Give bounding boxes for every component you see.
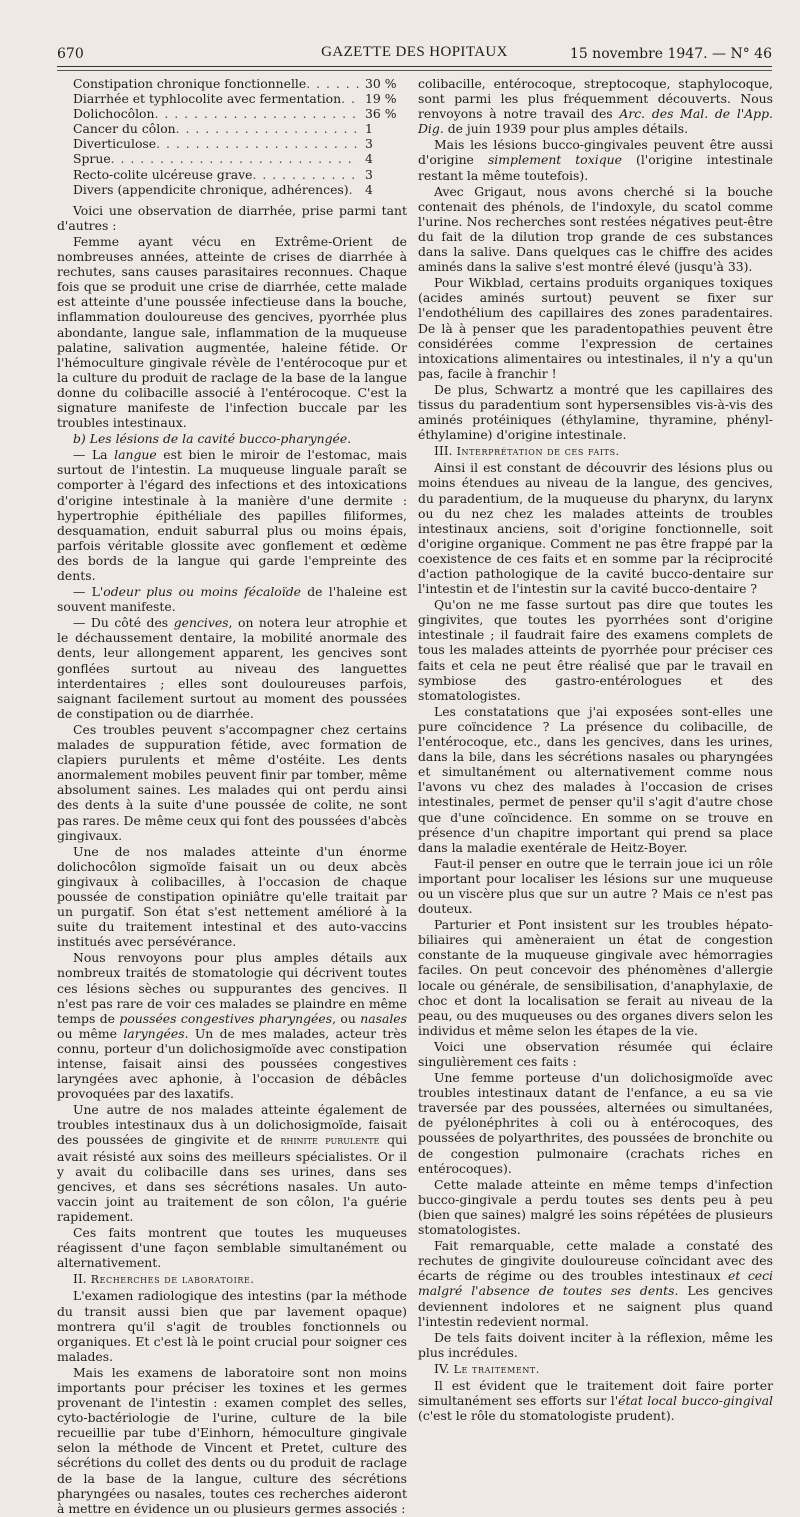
issue-info: 15 novembre 1947. — N° 46: [569, 46, 772, 62]
stat-row: Recto-colite ulcéreuse grave . . . 3: [73, 167, 407, 182]
stat-row: Constipation chronique fonctionnelle . . . 30 %: [73, 76, 407, 91]
section-heading: IV. Le traitement.: [434, 1360, 540, 1376]
paragraph: Femme ayant vécu en Extrême-Orient de nombreuses années, atteinte de crises de diarrhée à rechutes, sans causes parasitaires reconnues. Chaque fois que se produit une crise de diarrhée, cette malade est atteinte d'une poussée infectieuse dans la bouche, inflammation douloureuse des gencives, pyorrhée plus abondante, langue sale, inflammation de la muqueuse palatine, salivation augmentée, haleine fétide. Or l'hémoculture gingivale révèle de l'entérocoque pur et la culture du produit de raclage de la base de la langue donne du colibacille associé à l'entérocoque. C'est la signature manifeste de l'infection buccale par les troubles intestinaux.: [57, 233, 407, 431]
paragraph: Pour Wikblad, certains produits organiques toxiques (acides aminés surtout) peuvent se fixer sur l'endothélium des capillaires des zones paradentaires. De là à penser que les paradentopathies peuvent être considérées comme l'expression de certaines intoxications alimentaires ou intestinales, il n'y a qu'un pas, facile à franchir !: [418, 275, 773, 381]
stat-row: Sprue . . . 4: [73, 151, 407, 166]
paragraph: Faut-il penser en outre que le terrain joue ici un rôle important pour localiser les lésions sur une muqueuse ou un viscère plus que sur un autre ? Mais ce n'est pas douteux.: [418, 855, 773, 917]
stat-row: Dolichocôlon . . . 36 %: [73, 106, 407, 121]
subsection-heading: b) Les lésions de la cavité bucco-pharyngée.: [73, 431, 352, 447]
paragraph: Mais les lésions bucco-gingivales peuvent être aussi d'origine simplement toxique (l'origine intestinale restant la même toutefois).: [418, 137, 773, 183]
paragraph: Une femme porteuse d'un dolichosigmoïde avec troubles intestinaux datant de l'enfance, a eu sa vie traversée par des poussées, alternées ou simultanées, de pyélonéphrites à coli ou à entérocoques, des poussées de polyarthrites, des poussées de bronchite ou de congestion pulmonaire (crachats riches en entérocoques).: [418, 1070, 773, 1176]
paragraph: L'examen radiologique des intestins (par la méthode du transit aussi bien que par lavement opaque) montrera qu'il s'agit de troubles fonctionnels ou organiques. Et c'est là le point crucial pour soigner ces malades.: [57, 1288, 407, 1364]
section-heading: II. Recherches de laboratoire.: [73, 1271, 255, 1287]
paragraph: Une autre de nos malades atteinte également de troubles intestinaux dus à un dolichosigmoïde, faisait des poussées de gingivite et de rhinite purulente qui avait résisté aux soins des meilleurs spécialistes. Or il y avait du colibacille dans ses urines, dans ses gencives, et dans ses sécrétions nasales. Un auto-vaccin joint au traitement de son côlon, l'a guérie rapidement.: [57, 1102, 407, 1224]
paragraph: Nous renvoyons pour plus amples détails aux nombreux traités de stomatologie qui décrivent toutes ces lésions sèches ou suppurantes des gencives. Il n'est pas rare de voir ces malades se plaindre en même temps de poussées congestives pharyngées, ou nasales ou même laryngées. Un de mes malades, acteur très connu, porteur d'un dolichosigmoïde avec constipation intense, faisait ainsi des poussées congestives laryngées avec aphonie, à l'occasion de débâcles provoquées par des laxatifs.: [57, 950, 407, 1102]
paragraph: Voici une observation résumée qui éclaire singulièrement ces faits :: [418, 1038, 773, 1069]
right-column: [418, 76, 773, 1424]
left-column: [57, 76, 407, 1517]
header-rule-thin: [57, 70, 772, 71]
stat-row: Diarrhée et typhlocolite avec fermentation . . . 19 %: [73, 91, 407, 106]
stat-row: Diverticulose . . . 3: [73, 136, 407, 151]
statistics-list: [73, 76, 407, 197]
header-rule: [57, 66, 772, 67]
paragraph: colibacille, entérocoque, streptocoque, staphylocoque, sont parmi les plus fréquemment découverts. Nous renvoyons à notre travail des Arc. des Mal. de l'App. Dig. de juin 1939 pour plus amples détails.: [418, 76, 773, 137]
paragraph: Mais les examens de laboratoire sont non moins importants pour préciser les toxines et les germes provenant de l'intestin : examen complet des selles, cyto-bactériologie de l'urine, culture de la bile recueillie par tube d'Einhorn, hémoculture gingivale selon la méthode de Vincent et Pretet, culture des sécrétions du collet des dents ou du produit de raclage de la base de la langue, culture des sécrétions pharyngées ou nasales, toutes ces recherches aideront à mettre en évidence un ou plusieurs germes associés :: [57, 1364, 407, 1516]
paragraph: — La langue est bien le miroir de l'estomac, mais surtout de l'intestin. La muqueuse linguale paraît se comporter à l'égard des infections et des intoxications d'origine intestinale à la manière d'une dermite : hypertrophie épithéliale des papilles filiformes, desquamation, enduit saburral plus ou moins épais, parfois véritable glossite avec gonflement et œdème des bords de la langue qui garde l'empreinte des dents.: [57, 447, 407, 583]
paragraph: — L'odeur plus ou moins fécaloïde de l'haleine est souvent manifeste.: [57, 584, 407, 615]
paragraph: Ainsi il est constant de découvrir des lésions plus ou moins étendues au niveau de la langue, des gencives, du paradentium, de la muqueuse du pharynx, du larynx ou du nez chez les malades atteints de troubles intestinaux anciens, soit d'origine fonctionnelle, soit d'origine organique. Comment ne pas être frappé par la coexistence de ces faits et en somme par la réciprocité d'action pathologique de la cavité bucco-dentaire sur l'intestin et de l'intestin sur la cavité bucco-dentaire ?: [418, 460, 773, 597]
journal-title: GAZETTE DES HOPITAUX: [321, 44, 508, 60]
paragraph: Parturier et Pont insistent sur les troubles hépato-biliaires qui amèneraient un état de congestion constante de la muqueuse gingivale avec hémorragies faciles. On peut concevoir des phénomènes d'allergie locale ou générale, de sensibilisation, d'anaphylaxie, de choc et dont la localisation se ferait au niveau de la peau, ou des muqueuses ou des organes divers selon les individus et même selon les étapes de la vie.: [418, 917, 773, 1038]
paragraph: — Du côté des gencives, on notera leur atrophie et le déchaussement dentaire, la mobilité anormale des dents, leur allongement apparent, les gencives sont gonflées surtout au niveau des languettes interdentaires ; elles sont douloureuses parfois, saignant facilement surtout au moment des poussées de constipation ou de diarrhée.: [57, 615, 407, 721]
paragraph: Voici une observation de diarrhée, prise parmi tant d'autres :: [57, 202, 407, 233]
paragraph: De tels faits doivent inciter à la réflexion, même les plus incrédules.: [418, 1329, 773, 1360]
page-header: [57, 44, 772, 66]
paragraph: Cette malade atteinte en même temps d'infection bucco-gingivale a perdu toutes ses dents peu à peu (bien que saines) malgré les soins répétées de plusieurs stomatologistes.: [418, 1176, 773, 1238]
stat-row: Divers (appendicite chronique, adhérences) . . . 4: [73, 182, 407, 197]
paragraph: Une de nos malades atteinte d'un énorme dolichocôlon sigmoïde faisait un ou deux abcès gingivaux à colibacilles, à l'occasion de chaque poussée de constipation opiniâtre qu'elle traitait par un purgatif. Son état s'est nettement amélioré à la suite du traitement intestinal et des auto-vaccins institués avec persévérance.: [57, 843, 407, 950]
paragraph: Ces troubles peuvent s'accompagner chez certains malades de suppuration fétide, avec formation de clapiers purulents et même d'ostéite. Les dents anormalement mobiles peuvent finir par tomber, même absolument saines. Les malades qui ont perdu ainsi des dents à la suite d'une poussée de colite, ne sont pas rares. De même ceux qui font des poussées d'abcès gingivaux.: [57, 721, 407, 843]
paragraph: Avec Grigaut, nous avons cherché si la bouche contenait des phénols, de l'indoxyle, du scatol comme l'urine. Nos recherches sont restées négatives peut-être du fait de la dilution trop grande de ces substances dans la salive. Dans quelques cas le chiffre des acides aminés dans la salive s'est montré élevé (jusqu'à 33).: [418, 183, 773, 275]
paragraph: Fait remarquable, cette malade a constaté des rechutes de gingivite douloureuse coïncidant avec des écarts de régime ou des troubles intestinaux et ceci malgré l'absence de toutes ses dents. Les gencives deviennent indolores et ne saignent plus quand l'intestin redevient normal.: [418, 1238, 773, 1329]
paragraph: Il est évident que le traitement doit faire porter simultanément ses efforts sur l'état local bucco-gingival (c'est le rôle du stomatologiste prudent).: [418, 1377, 773, 1424]
paragraph: Qu'on ne me fasse surtout pas dire que toutes les gingivites, que toutes les pyorrhées sont d'origine intestinale ; il faudrait faire des examens complets de tous les malades atteints de pyorrhée pour préciser ces faits et cela ne peut être réalisé que par le travail en symbiose des gastro-entérologues et des stomatologistes.: [418, 597, 773, 703]
paragraph: Ces faits montrent que toutes les muqueuses réagissent d'une façon semblable simultanément ou alternativement.: [57, 1225, 407, 1271]
paragraph: De plus, Schwartz a montré que les capillaires des tissus du paradentium sont hypersensibles vis-à-vis des aminés protéiniques (éthylamine, thyramine, phényl-éthylamine) d'origine intestinale.: [418, 381, 773, 443]
paragraph: Les constatations que j'ai exposées sont-elles une pure coïncidence ? La présence du colibacille, de l'entérocoque, etc., dans les gencives, dans les urines, dans la bile, dans les sécrétions nasales ou pharyngées et simultanément ou alternativement comme nous l'avons vu chez des malades à l'occasion de crises intestinales, permet de penser qu'il s'agit d'autre chose que d'une coïncidence. En somme on se trouve en présence d'un chapitre important qui prend sa place dans la maladie exentérale de Heitz-Boyer.: [418, 703, 773, 855]
stat-row: Cancer du côlon . . . 1: [73, 121, 407, 136]
section-heading: III. Interprétation de ces faits.: [434, 443, 620, 459]
page-number: 670: [57, 46, 84, 62]
